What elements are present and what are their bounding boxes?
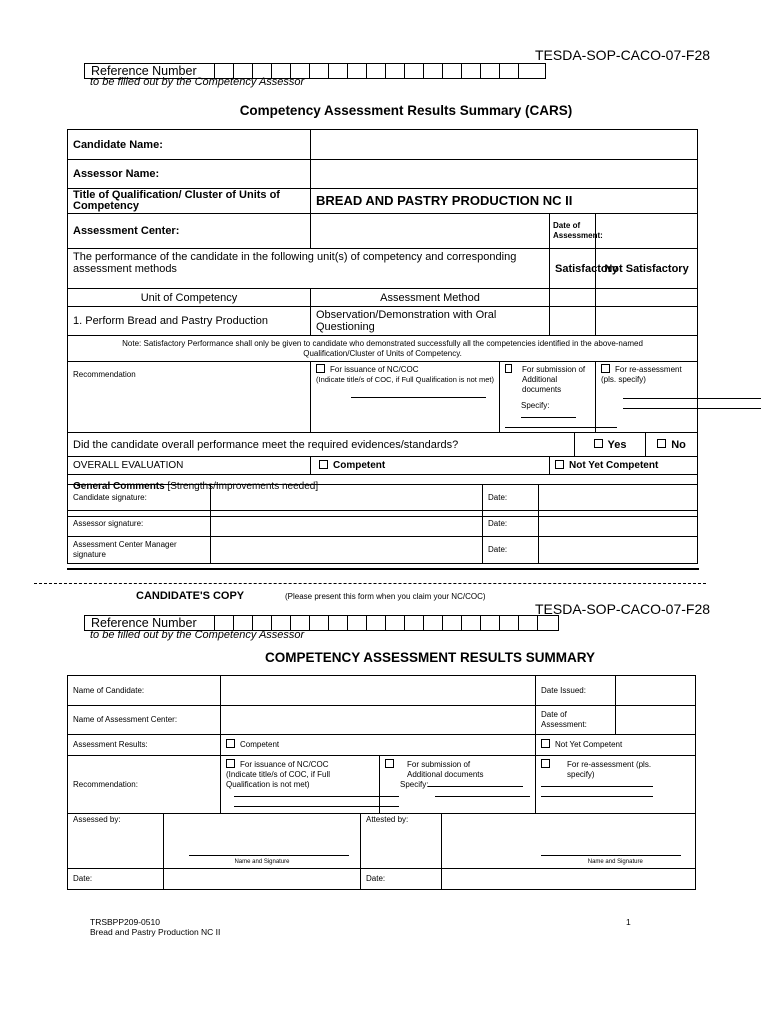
reference-number-cell[interactable] [519,616,538,630]
reference-number-cell[interactable] [405,64,424,78]
copy-date-assessment-field[interactable] [616,706,696,735]
reference-number-cell[interactable] [272,616,291,630]
reference-note: to be filled out by the Competency Assessor [90,76,305,88]
copy-competent-option[interactable] [221,735,536,756]
footer [90,917,220,937]
candidate-name-field[interactable] [311,130,698,160]
reference-number-cell[interactable] [329,616,348,630]
copy-attested-date-label: Date: [361,869,442,889]
copy-center-field[interactable] [221,706,536,735]
assessment-center-field[interactable] [311,214,550,249]
copy-assessed-date-field[interactable] [164,869,361,890]
copy-results-label: Assessment Results: [68,735,221,756]
not-satisfactory-spacer [596,289,698,307]
assessor-name-label: Assessor Name: [68,160,311,189]
overall-evaluation-label: OVERALL EVALUATION [68,457,311,475]
assessed-by-line [189,855,349,856]
yes-checkbox[interactable] [594,439,603,448]
reference-number-cell[interactable] [329,64,348,78]
copy-attested-date-cell [361,869,536,890]
copy-reassessment-line-2[interactable] [541,796,653,797]
competent-checkbox[interactable] [319,460,328,469]
copy-not-yet-competent-label: Not Yet Competent [555,740,623,749]
reference-number-cell[interactable] [348,64,367,78]
competent-option[interactable] [311,457,550,475]
copy-issuance-line-2[interactable] [234,806,399,807]
reassessment-line-1[interactable] [623,398,761,399]
reference-number-cell[interactable] [500,616,519,630]
copy-date-issued-label: Date Issued: [536,676,616,706]
section-divider [67,568,699,570]
manager-date-label: Date: [483,537,539,564]
reference-number-cell[interactable] [291,616,310,630]
reference-number-cell[interactable] [367,64,386,78]
issuance-checkbox[interactable] [316,364,325,373]
yes-label: Yes [607,438,627,451]
attested-by-line [541,855,681,856]
rec-issuance-cell [311,362,500,433]
specify-line[interactable] [521,417,576,418]
reference-number-cell[interactable] [234,616,253,630]
copy-submission-line[interactable] [435,796,530,797]
candidates-copy-note: (Please present this form when you claim your NC/COC) [285,592,486,601]
manager-signature-label: Assessment Center Manager signature [68,537,211,564]
competent-label: Competent [333,460,386,471]
copy-rec-submission-label: For submission of Additional documents [407,760,484,779]
no-checkbox[interactable] [657,439,666,448]
copy-specify-line[interactable] [428,786,523,787]
form-code-copy: TESDA-SOP-CACO-07-F28 [535,601,711,617]
assessor-date-label: Date: [483,511,539,537]
manager-date-field[interactable] [539,537,698,564]
unit-1-satisfactory-cell[interactable] [550,307,596,336]
reference-number-cell[interactable] [348,616,367,630]
copy-competent-label: Competent [240,740,280,749]
reassessment-line-2[interactable] [623,408,761,409]
satisfactory-header: Satisfactory [550,249,596,289]
attested-by-cell [361,814,536,869]
footer-code: TRSBPP209-0510 [90,917,160,927]
copy-submission-checkbox[interactable] [385,759,394,768]
cut-line [34,583,706,584]
satisfactory-spacer [550,289,596,307]
rec-specify-label: Specify: [521,401,550,410]
copy-title: COMPETENCY ASSESSMENT RESULTS SUMMARY [264,650,596,665]
assessed-by-field[interactable] [164,814,361,869]
assessor-signature-label: Assessor signature: [68,511,211,537]
recommendation-label: Recommendation [68,362,311,433]
rec-reassessment-cell [596,362,698,433]
reference-number-label: Reference Number [85,64,215,78]
assessor-signature-field[interactable] [211,511,483,537]
candidate-signature-field[interactable] [211,485,483,511]
reference-number-cell[interactable] [424,616,443,630]
rec-issuance-note: (Indicate title/s of COC, if Full Qualification is not met) [316,375,494,384]
reference-number-cell[interactable] [424,64,443,78]
submission-checkbox[interactable] [505,364,512,373]
reference-number-cell[interactable] [405,616,424,630]
reference-note-copy: to be filled out by the Competency Assessor [90,629,305,641]
reference-number-cell[interactable] [481,616,500,630]
assessment-method-header: Assessment Method [311,289,550,307]
qualification-label: Title of Qualification/ Cluster of Units of Competency [68,189,311,214]
reassessment-checkbox[interactable] [601,364,610,373]
copy-not-yet-competent-checkbox[interactable] [541,739,550,748]
assessor-name-field[interactable] [311,160,698,189]
unit-1: 1. Perform Bread and Pastry Production [68,307,311,336]
copy-not-yet-competent-option[interactable] [536,735,696,756]
rec-reassessment-label: For re-assessment (pls. specify) [601,365,682,384]
reference-number-cell[interactable] [462,616,481,630]
copy-rec-issuance-cell [221,756,380,814]
copy-center-label: Name of Assessment Center: [68,706,221,735]
copy-reassessment-checkbox[interactable] [541,759,550,768]
copy-issuance-checkbox[interactable] [226,759,235,768]
candidates-copy-heading: CANDIDATE'S COPY [136,590,245,602]
reference-number-cell[interactable] [215,616,234,630]
qualification-value: BREAD AND PASTRY PRODUCTION NC II [311,189,698,214]
candidate-name-label: Candidate Name: [68,130,311,160]
not-yet-competent-checkbox[interactable] [555,460,564,469]
copy-rec-reassessment-label: For re-assessment (pls. specify) [567,760,652,779]
copy-rec-issuance-label: For issuance of NC/COC [240,760,329,769]
date-of-assessment-label: Date of Assessment: [550,214,596,249]
copy-date-assessment-label: Date of Assessment: [536,706,616,735]
reference-number-cell[interactable] [443,64,462,78]
reference-number-cell[interactable] [310,64,329,78]
copy-recommendation-label: Recommendation: [68,756,221,814]
reference-number-cell[interactable] [386,64,405,78]
rec-submission-cell [500,362,596,433]
general-comments-label: General Comments [73,481,165,492]
cars-table [67,129,698,517]
copy-name-label: Name of Candidate: [68,676,221,706]
reference-number-cell[interactable] [481,64,500,78]
reference-number-cell[interactable] [462,64,481,78]
copy-table [67,675,696,890]
rec-issuance-label: For issuance of NC/COC [330,365,419,374]
copy-assessed-date-label: Date: [68,869,164,890]
reference-number-cell[interactable] [538,616,557,630]
manager-signature-field[interactable] [211,537,483,564]
no-option[interactable] [646,433,698,457]
unit-1-not-satisfactory-cell[interactable] [596,307,698,336]
evidence-question: Did the candidate overall performance meet the required evidences/standards? [68,433,575,457]
rec-submission-label: For submission of Additional documents [522,365,586,394]
reference-number-cell[interactable] [443,616,462,630]
yes-option[interactable] [575,433,646,457]
copy-rec-specify-label: Specify: [400,780,429,789]
copy-attested-date-field[interactable] [536,869,696,890]
reference-number-cell[interactable] [253,616,272,630]
submission-line[interactable] [505,427,617,428]
performance-text: The performance of the candidate in the following unit(s) of competency and corresponding assessment methods [68,249,550,289]
attested-by-label: Attested by: [361,814,442,868]
not-yet-competent-label: Not Yet Competent [569,460,659,471]
issuance-line[interactable] [351,397,486,398]
unit-of-competency-header: Unit of Competency [68,289,311,307]
footer-qualification: Bread and Pastry Production NC II [90,927,221,937]
signature-table [67,484,698,564]
reference-number-cell[interactable] [500,64,519,78]
general-comments-hint: [Strengths/Improvements needed] [164,481,319,492]
satisfactory-note: Note: Satisfactory Performance shall only be given to candidate who demonstrated successfully all the competencies identified in the above-named Qualification/Cluster of Units of Competency. [68,336,698,362]
copy-reassessment-line-1[interactable] [541,786,653,787]
copy-competent-checkbox[interactable] [226,739,235,748]
assessment-center-label: Assessment Center: [68,214,311,249]
copy-rec-issuance-note: (Indicate title/s of COC, if Full Qualification is not met) [226,770,331,789]
attested-by-name-signature: Name and Signature [587,859,643,865]
no-label: No [671,438,686,451]
copy-rec-reassessment-cell [536,756,696,814]
assessed-by-name-signature: Name and Signature [234,859,290,865]
candidate-signature-label: Candidate signature: [68,485,211,511]
cars-title: Competency Assessment Results Summary (CARS) [239,103,573,118]
copy-issuance-line-1[interactable] [234,796,399,797]
candidate-date-label: Date: [483,485,539,511]
reference-number-label: Reference Number [85,616,215,630]
copy-date-issued-field[interactable] [616,676,696,706]
reference-number-cell[interactable] [367,616,386,630]
assessed-by-label: Assessed by: [68,814,164,869]
page-number: 1 [626,917,631,927]
date-of-assessment-field[interactable] [596,214,698,249]
method-1: Observation/Demonstration with Oral Questioning [311,307,550,336]
not-satisfactory-header: Not Satisfactory [596,249,698,289]
reference-number-cell[interactable] [519,64,538,78]
reference-number-cell[interactable] [386,616,405,630]
copy-rec-submission-cell [380,756,536,814]
attested-by-field[interactable] [536,814,696,869]
reference-number-cell[interactable] [310,616,329,630]
copy-name-field[interactable] [221,676,536,706]
not-yet-competent-option[interactable] [550,457,698,475]
candidate-date-field[interactable] [539,485,698,511]
assessor-date-field[interactable] [539,511,698,537]
form-code: TESDA-SOP-CACO-07-F28 [535,47,711,63]
